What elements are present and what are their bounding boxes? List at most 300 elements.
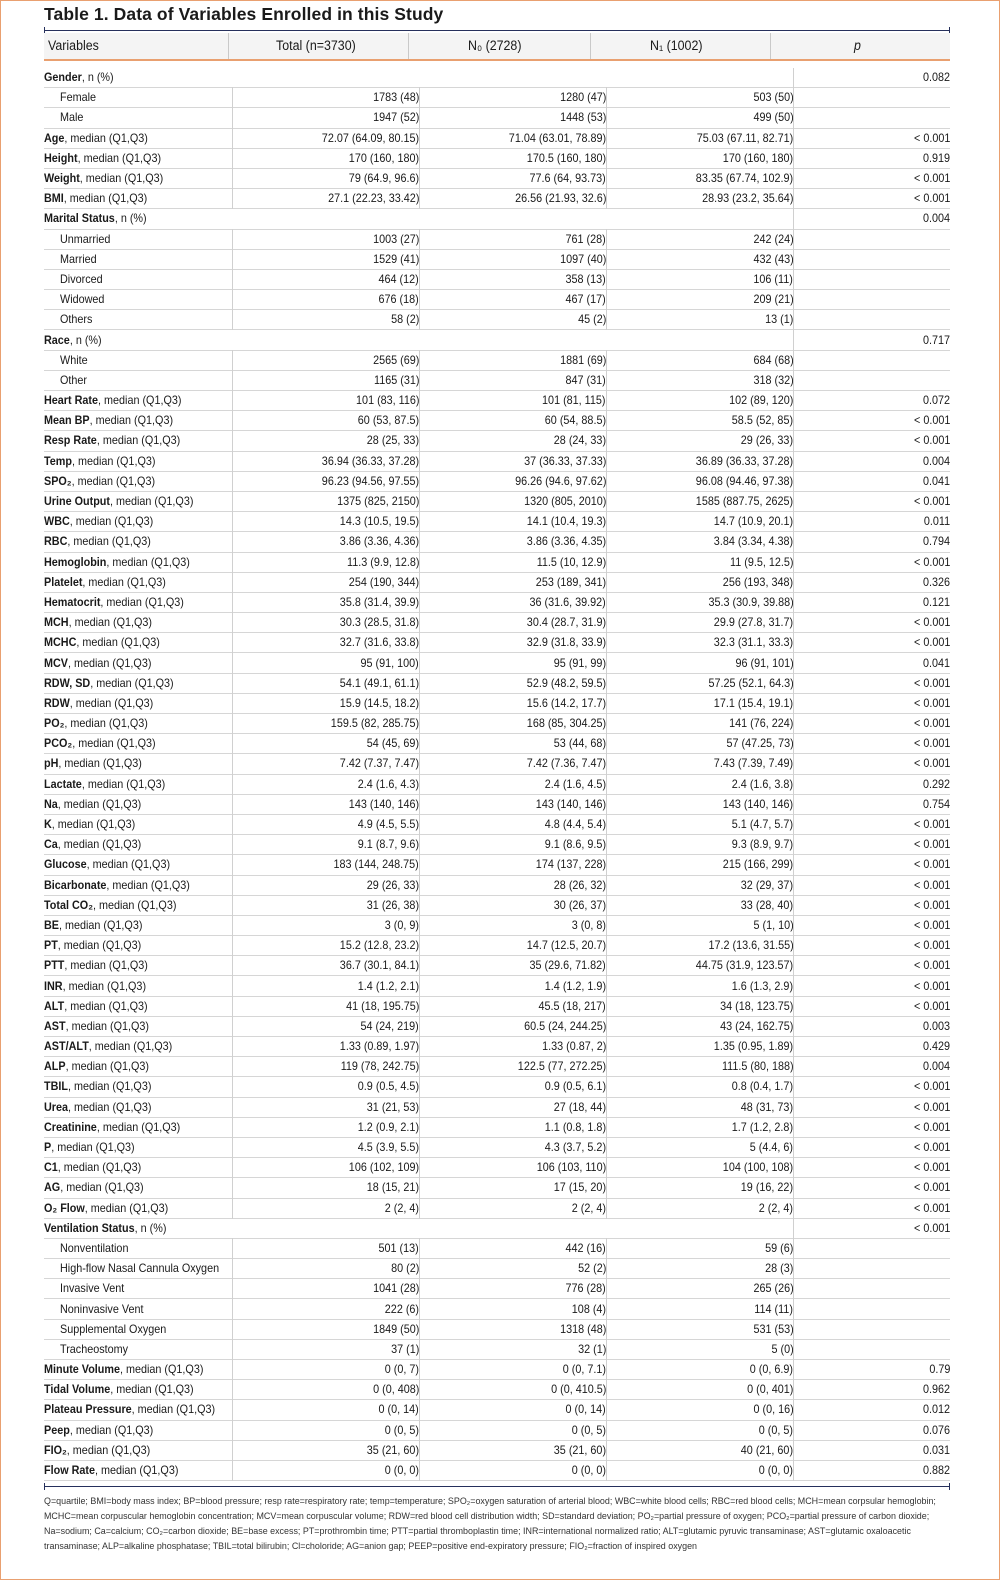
p-value-cell — [794, 1460, 950, 1480]
p-value-cell-value: < 0.001 — [913, 433, 950, 448]
variable-name: BMI — [44, 191, 64, 206]
total-cell-value: 222 (6) — [384, 1301, 420, 1316]
p-value-cell-value: < 0.001 — [913, 494, 950, 509]
n0-cell — [420, 370, 607, 390]
total-cell — [233, 734, 420, 754]
n0-cell — [420, 148, 607, 168]
p-value-cell-value: 0.429 — [922, 1039, 950, 1054]
n0-cell-value: 14.7 (12.5, 20.7) — [526, 938, 606, 953]
p-value-cell-value: < 0.001 — [913, 191, 950, 206]
total-cell — [233, 108, 420, 128]
table-row — [44, 1218, 950, 1238]
total-cell — [233, 269, 420, 289]
variable-label — [44, 1421, 153, 1440]
n1-cell — [606, 633, 793, 653]
table-row — [44, 1339, 950, 1359]
variable-cell — [44, 1238, 233, 1258]
variable-desc: Other — [60, 372, 88, 387]
total-cell-value: 27.1 (22.23, 33.42) — [327, 191, 420, 206]
p-value-cell — [794, 1117, 950, 1137]
variable-name: Resp Rate — [44, 433, 97, 448]
n0-cell — [420, 734, 607, 754]
table-row — [44, 310, 950, 330]
variable-cell — [44, 1259, 233, 1279]
n1-cell — [606, 1440, 793, 1460]
n1-cell-value: 1.7 (1.2, 2.8) — [732, 1119, 794, 1134]
total-cell — [233, 794, 420, 814]
p-value-cell-value: < 0.001 — [913, 837, 950, 852]
p-value-cell — [794, 209, 950, 229]
variable-label — [44, 189, 147, 208]
n0-cell — [420, 1339, 607, 1359]
p-value-cell — [794, 108, 950, 128]
p-value-cell-value: < 0.001 — [913, 171, 950, 186]
total-cell — [233, 855, 420, 875]
n1-cell — [606, 855, 793, 875]
p-value-cell-value: < 0.001 — [913, 958, 950, 973]
n1-cell — [606, 1057, 793, 1077]
variable-label — [60, 371, 87, 390]
variable-desc: , median (Q1,Q3) — [76, 635, 160, 650]
n1-cell-value: 14.7 (10.9, 20.1) — [714, 514, 794, 529]
p-value-cell-value: 0.121 — [922, 594, 950, 609]
total-cell — [233, 592, 420, 612]
variable-desc: , median (Q1,Q3) — [69, 514, 154, 529]
n0-cell-value: 53 (44, 68) — [553, 736, 606, 751]
n0-cell — [420, 491, 607, 511]
variable-cell — [44, 1360, 233, 1380]
total-cell — [233, 613, 420, 633]
variable-name: RDW — [44, 695, 70, 710]
n1-cell — [606, 956, 793, 976]
p-value-cell — [794, 1380, 950, 1400]
n0-cell-value: 36 (31.6, 39.92) — [529, 594, 606, 609]
table-row — [44, 512, 950, 532]
n1-cell — [606, 875, 793, 895]
variable-desc: , median (Q1,Q3) — [81, 776, 166, 791]
p-value-cell — [794, 915, 950, 935]
p-value-cell-value: < 0.001 — [913, 695, 950, 710]
variable-label — [60, 230, 110, 249]
n0-cell — [420, 875, 607, 895]
total-cell-value: 159.5 (82, 285.75) — [330, 716, 420, 731]
variable-desc: , median (Q1,Q3) — [84, 1200, 169, 1215]
table-row — [44, 229, 950, 249]
variable-desc: , n (%) — [69, 332, 102, 347]
n1-cell-value: 1.6 (1.3, 2.9) — [732, 978, 794, 993]
n0-cell-value: 1.4 (1.2, 1.9) — [544, 978, 606, 993]
n0-cell-value: 358 (13) — [565, 271, 606, 286]
top-rule — [44, 30, 950, 31]
variable-cell — [44, 370, 233, 390]
variable-cell — [44, 1016, 233, 1036]
variable-label — [60, 351, 88, 370]
n1-cell — [606, 108, 793, 128]
n1-cell — [606, 1218, 793, 1238]
n0-cell — [420, 209, 607, 229]
n1-cell-value: 1585 (887.75, 2625) — [695, 494, 794, 509]
variable-label — [44, 916, 142, 935]
n1-cell — [606, 693, 793, 713]
variable-label — [44, 573, 166, 592]
variable-label — [44, 391, 181, 410]
p-value-cell — [794, 168, 950, 188]
total-cell-value: 7.42 (7.37, 7.47) — [339, 756, 420, 771]
variable-name: BE — [44, 917, 60, 932]
table-row — [44, 1016, 950, 1036]
variable-name: Temp — [44, 453, 73, 468]
n1-cell — [606, 673, 793, 693]
total-cell — [233, 310, 420, 330]
n1-cell-value: 28 (3) — [765, 1261, 794, 1276]
table-row — [44, 1057, 950, 1077]
n1-cell — [606, 229, 793, 249]
variable-desc: , median (Q1,Q3) — [72, 453, 156, 468]
variable-name: Minute Volume — [44, 1362, 121, 1377]
n0-cell — [420, 754, 607, 774]
table-row — [44, 370, 950, 390]
n1-cell — [606, 774, 793, 794]
p-value-cell-value: < 0.001 — [913, 938, 950, 953]
variable-desc: , median (Q1,Q3) — [93, 897, 177, 912]
n1-cell — [606, 552, 793, 572]
table-row — [44, 88, 950, 108]
variable-cell — [44, 1279, 233, 1299]
table-row — [44, 673, 950, 693]
p-value-cell — [794, 330, 950, 350]
variable-desc: , median (Q1,Q3) — [72, 736, 156, 751]
variable-desc: , median (Q1,Q3) — [109, 494, 194, 509]
total-cell-value: 143 (140, 146) — [348, 796, 420, 811]
variable-label — [60, 1320, 166, 1339]
variable-name: Na — [44, 796, 58, 811]
p-value-cell-value: 0.882 — [922, 1463, 950, 1478]
total-cell — [233, 229, 420, 249]
n1-cell — [606, 1279, 793, 1299]
variable-desc: , median (Q1,Q3) — [68, 655, 152, 670]
header-divider — [590, 33, 591, 59]
n0-cell — [420, 68, 607, 88]
n1-cell — [606, 936, 793, 956]
n0-cell-value: 2 (2, 4) — [571, 1200, 606, 1215]
n0-cell — [420, 1360, 607, 1380]
variable-desc: , median (Q1,Q3) — [89, 413, 174, 428]
variable-label — [60, 250, 97, 269]
variable-desc: , median (Q1,Q3) — [65, 1018, 150, 1033]
variable-desc: , median (Q1,Q3) — [57, 938, 142, 953]
p-value-cell-value: < 0.001 — [913, 857, 950, 872]
n1-cell-value: 5.1 (4.7, 5.7) — [732, 817, 794, 832]
variable-desc: Invasive Vent — [60, 1281, 125, 1296]
n0-cell-value: 168 (85, 304.25) — [526, 716, 606, 731]
p-value-cell — [794, 88, 950, 108]
n1-cell — [606, 1360, 793, 1380]
p-value-cell — [794, 1037, 950, 1057]
p-value-cell — [794, 1339, 950, 1359]
total-cell-value: 3 (0, 9) — [384, 917, 420, 932]
p-value-cell — [794, 532, 950, 552]
n0-cell — [420, 774, 607, 794]
n0-cell — [420, 976, 607, 996]
p-value-cell-value: < 0.001 — [913, 978, 950, 993]
variable-cell — [44, 269, 233, 289]
variable-label — [44, 855, 170, 874]
variable-name: Urea — [44, 1099, 69, 1114]
variable-desc: , median (Q1,Q3) — [63, 191, 148, 206]
n1-cell — [606, 1319, 793, 1339]
table-row — [44, 1178, 950, 1198]
n0-cell — [420, 411, 607, 431]
p-value-cell-value: 0.041 — [922, 473, 950, 488]
variable-cell — [44, 1057, 233, 1077]
variable-desc: Tracheostomy — [60, 1341, 129, 1356]
n0-cell-value: 60.5 (24, 244.25) — [523, 1018, 606, 1033]
total-cell — [233, 814, 420, 834]
p-value-cell-value: < 0.001 — [913, 554, 950, 569]
total-cell — [233, 330, 420, 350]
n1-cell-value: 5 (1, 10) — [753, 917, 794, 932]
variable-label — [44, 149, 161, 168]
variable-name: Gender — [44, 70, 82, 85]
n0-cell-value: 77.6 (64, 93.73) — [529, 171, 606, 186]
total-cell-value: 1041 (28) — [372, 1281, 420, 1296]
variable-desc: , median (Q1,Q3) — [88, 1039, 173, 1054]
variable-name: AG — [44, 1180, 61, 1195]
n0-cell-value: 30.4 (28.7, 31.9) — [526, 615, 606, 630]
variable-name: MCHC — [44, 635, 77, 650]
n1-cell-value: 32.3 (31.1, 33.3) — [714, 635, 794, 650]
variable-label — [44, 1037, 172, 1056]
variable-name: Platelet — [44, 574, 83, 589]
n1-cell — [606, 532, 793, 552]
n1-cell — [606, 471, 793, 491]
total-cell-value: 60 (53, 87.5) — [357, 413, 420, 428]
n1-cell — [606, 310, 793, 330]
p-value-cell — [794, 1360, 950, 1380]
total-cell — [233, 915, 420, 935]
variable-cell — [44, 471, 233, 491]
table-row — [44, 1460, 950, 1480]
variable-name: PT — [44, 938, 58, 953]
n1-cell — [606, 653, 793, 673]
p-value-cell-value: < 0.001 — [913, 897, 950, 912]
p-value-cell — [794, 774, 950, 794]
variable-cell — [44, 1158, 233, 1178]
variable-desc: , median (Q1,Q3) — [110, 1382, 194, 1397]
bottom-rule — [44, 1486, 950, 1487]
variable-label — [44, 1178, 144, 1197]
n1-cell — [606, 1097, 793, 1117]
variable-label — [44, 835, 141, 854]
n0-cell-value: 7.42 (7.36, 7.47) — [526, 756, 606, 771]
total-cell — [233, 653, 420, 673]
table-row — [44, 814, 950, 834]
total-cell-value: 4.9 (4.5, 5.5) — [357, 817, 420, 832]
p-value-cell — [794, 290, 950, 310]
p-value-cell-value: < 0.001 — [913, 675, 950, 690]
variable-cell — [44, 1400, 233, 1420]
variable-cell — [44, 1117, 233, 1137]
variable-label — [60, 1259, 219, 1278]
table-row — [44, 1158, 950, 1178]
n0-cell — [420, 1299, 607, 1319]
total-cell-value: 72.07 (64.09, 80.15) — [321, 130, 420, 145]
n0-cell-value: 1320 (805, 2010) — [523, 494, 606, 509]
total-cell-value: 41 (18, 195.75) — [345, 998, 420, 1013]
n1-cell — [606, 996, 793, 1016]
p-value-cell-value: 0.012 — [922, 1402, 950, 1417]
variable-label — [44, 654, 151, 673]
p-value-cell-value: < 0.001 — [913, 1099, 950, 1114]
variable-desc: , n (%) — [81, 70, 114, 85]
table-row — [44, 1299, 950, 1319]
n0-cell — [420, 552, 607, 572]
p-value-cell — [794, 269, 950, 289]
variable-name: Height — [44, 150, 78, 165]
p-value-cell — [794, 1016, 950, 1036]
n0-cell-value: 1.33 (0.87, 2) — [541, 1039, 606, 1054]
variable-cell — [44, 491, 233, 511]
table-row — [44, 431, 950, 451]
n0-cell — [420, 1279, 607, 1299]
table-row — [44, 754, 950, 774]
n0-cell-value: 776 (28) — [565, 1281, 606, 1296]
variable-label — [44, 1400, 215, 1419]
n0-cell — [420, 1420, 607, 1440]
table-row — [44, 1420, 950, 1440]
n1-cell — [606, 1137, 793, 1157]
total-cell-value: 31 (21, 53) — [366, 1099, 420, 1114]
n1-cell-value: 104 (100, 108) — [723, 1160, 794, 1175]
n0-cell — [420, 471, 607, 491]
variable-desc: , median (Q1,Q3) — [57, 837, 142, 852]
n0-cell-value: 143 (140, 146) — [535, 796, 606, 811]
total-cell-value: 96.23 (94.56, 97.55) — [321, 473, 420, 488]
n1-cell — [606, 411, 793, 431]
variable-desc: , median (Q1,Q3) — [69, 695, 154, 710]
variable-label — [44, 431, 180, 450]
variable-desc: , median (Q1,Q3) — [96, 433, 181, 448]
variable-label — [44, 997, 148, 1016]
n0-cell-value: 1448 (53) — [559, 110, 606, 125]
n0-cell — [420, 108, 607, 128]
table-row — [44, 68, 950, 88]
n0-cell — [420, 1259, 607, 1279]
variable-desc: Supplemental Oxygen — [60, 1321, 167, 1336]
variable-desc: , median (Q1,Q3) — [58, 756, 142, 771]
variable-desc: , median (Q1,Q3) — [106, 554, 190, 569]
p-value-cell — [794, 835, 950, 855]
data-table — [44, 68, 950, 1481]
p-value-cell-value: 0.717 — [922, 332, 950, 347]
variable-name: Lactate — [44, 776, 82, 791]
p-value-cell — [794, 1299, 950, 1319]
variable-cell — [44, 552, 233, 572]
p-value-cell — [794, 451, 950, 471]
total-cell-value: 1783 (48) — [372, 90, 420, 105]
n1-cell-value: 5 (0) — [771, 1341, 794, 1356]
total-cell-value: 1529 (41) — [372, 251, 420, 266]
n1-cell — [606, 512, 793, 532]
total-cell — [233, 370, 420, 390]
n1-cell — [606, 269, 793, 289]
n1-cell-value: 170 (160, 180) — [723, 150, 794, 165]
p-value-cell-value: < 0.001 — [913, 877, 950, 892]
total-cell — [233, 128, 420, 148]
n1-cell-value: 265 (26) — [753, 1281, 794, 1296]
variable-name: ALT — [44, 998, 65, 1013]
total-cell — [233, 1279, 420, 1299]
total-cell — [233, 1137, 420, 1157]
p-value-cell-value: < 0.001 — [913, 1119, 950, 1134]
n0-cell-value: 174 (137, 228) — [535, 857, 606, 872]
n1-cell — [606, 88, 793, 108]
p-value-cell — [794, 1178, 950, 1198]
p-value-cell — [794, 1400, 950, 1420]
table-row — [44, 1037, 950, 1057]
n0-cell-value: 0 (0, 14) — [565, 1402, 606, 1417]
variable-cell — [44, 128, 233, 148]
n1-cell-value: 0 (0, 401) — [747, 1382, 794, 1397]
total-cell — [233, 996, 420, 1016]
footnote-text: Q=quartile; BMI=body mass index; BP=blood pressure; resp rate=respiratory rate; temp=temperature; SPO₂=oxygen saturation of arterial blood; WBC=white blood cells; RBC=red blood cells; MCH=mean corpsular hemoglobin; MCHC=mean corpuscular hemoglobin concentration; MCV=mean corpuscular volume; RDW=red blood cell distribution width; SD=standard deviation; PO₂=partial pressure of oxygen; PCO₂=partial pressure of carbon dioxide; Na=sodium; Ca=calcium; CO₂=carbon dioxide; BE=base excess; PT=prothrombin time; PTT=partial thromboplastin time; INR=international normalized ratio; ALT=glutamic pyruvic transaminase; AST=glutamic oxaloacetic transaminase; ALP=alkaline phosphatase; TBIL=total bilirubin; Cl=choloride; AG=anion gap; PEEP=positive end-expiratory pressure; FIO₂=fraction of inspired oxygen — [44, 1496, 936, 1552]
variable-label — [44, 936, 141, 955]
header-divider — [228, 33, 229, 59]
n1-cell — [606, 330, 793, 350]
n0-cell-value: 1097 (40) — [559, 251, 606, 266]
variable-cell — [44, 108, 233, 128]
n1-cell-value: 96.08 (94.46, 97.38) — [695, 473, 794, 488]
p-value-cell-value: < 0.001 — [913, 917, 950, 932]
variable-label — [44, 1098, 151, 1117]
n0-cell — [420, 915, 607, 935]
total-cell — [233, 350, 420, 370]
p-value-cell — [794, 875, 950, 895]
n0-cell-value: 96.26 (94.6, 97.62) — [514, 473, 606, 488]
n1-cell-value: 36.89 (36.33, 37.28) — [695, 453, 794, 468]
total-cell-value: 2.4 (1.6, 4.3) — [357, 776, 420, 791]
n0-cell — [420, 1037, 607, 1057]
total-cell-value: 14.3 (10.5, 19.5) — [339, 514, 420, 529]
n1-cell-value: 19 (16, 22) — [741, 1180, 794, 1195]
variable-desc: , median (Q1,Q3) — [68, 1079, 152, 1094]
n1-cell-value: 57.25 (52.1, 64.3) — [708, 675, 794, 690]
n0-cell-value: 0 (0, 5) — [571, 1422, 606, 1437]
total-cell — [233, 1440, 420, 1460]
variable-desc: , median (Q1,Q3) — [96, 1119, 181, 1134]
variable-label — [44, 714, 148, 733]
n0-cell-value: 1.1 (0.8, 1.8) — [544, 1119, 606, 1134]
variable-desc: Nonventilation — [60, 1240, 129, 1255]
p-value-cell — [794, 996, 950, 1016]
variable-desc: , median (Q1,Q3) — [65, 1059, 150, 1074]
p-value-cell — [794, 68, 950, 88]
total-cell — [233, 68, 420, 88]
table-title: Table 1. Data of Variables Enrolled in this Study — [44, 4, 444, 24]
footnote — [44, 1494, 954, 1554]
variable-name: Creatinine — [44, 1119, 97, 1134]
n0-cell — [420, 1077, 607, 1097]
n1-cell-value: 318 (32) — [753, 372, 794, 387]
total-cell-value: 36.94 (36.33, 37.28) — [321, 453, 420, 468]
total-cell-value: 1165 (31) — [373, 372, 420, 387]
p-value-cell — [794, 1158, 950, 1178]
n0-cell-value: 35 (29.6, 71.82) — [529, 958, 606, 973]
p-value-cell-value: 0.919 — [922, 150, 950, 165]
p-value-cell — [794, 1238, 950, 1258]
p-value-cell — [794, 895, 950, 915]
n0-cell — [420, 835, 607, 855]
